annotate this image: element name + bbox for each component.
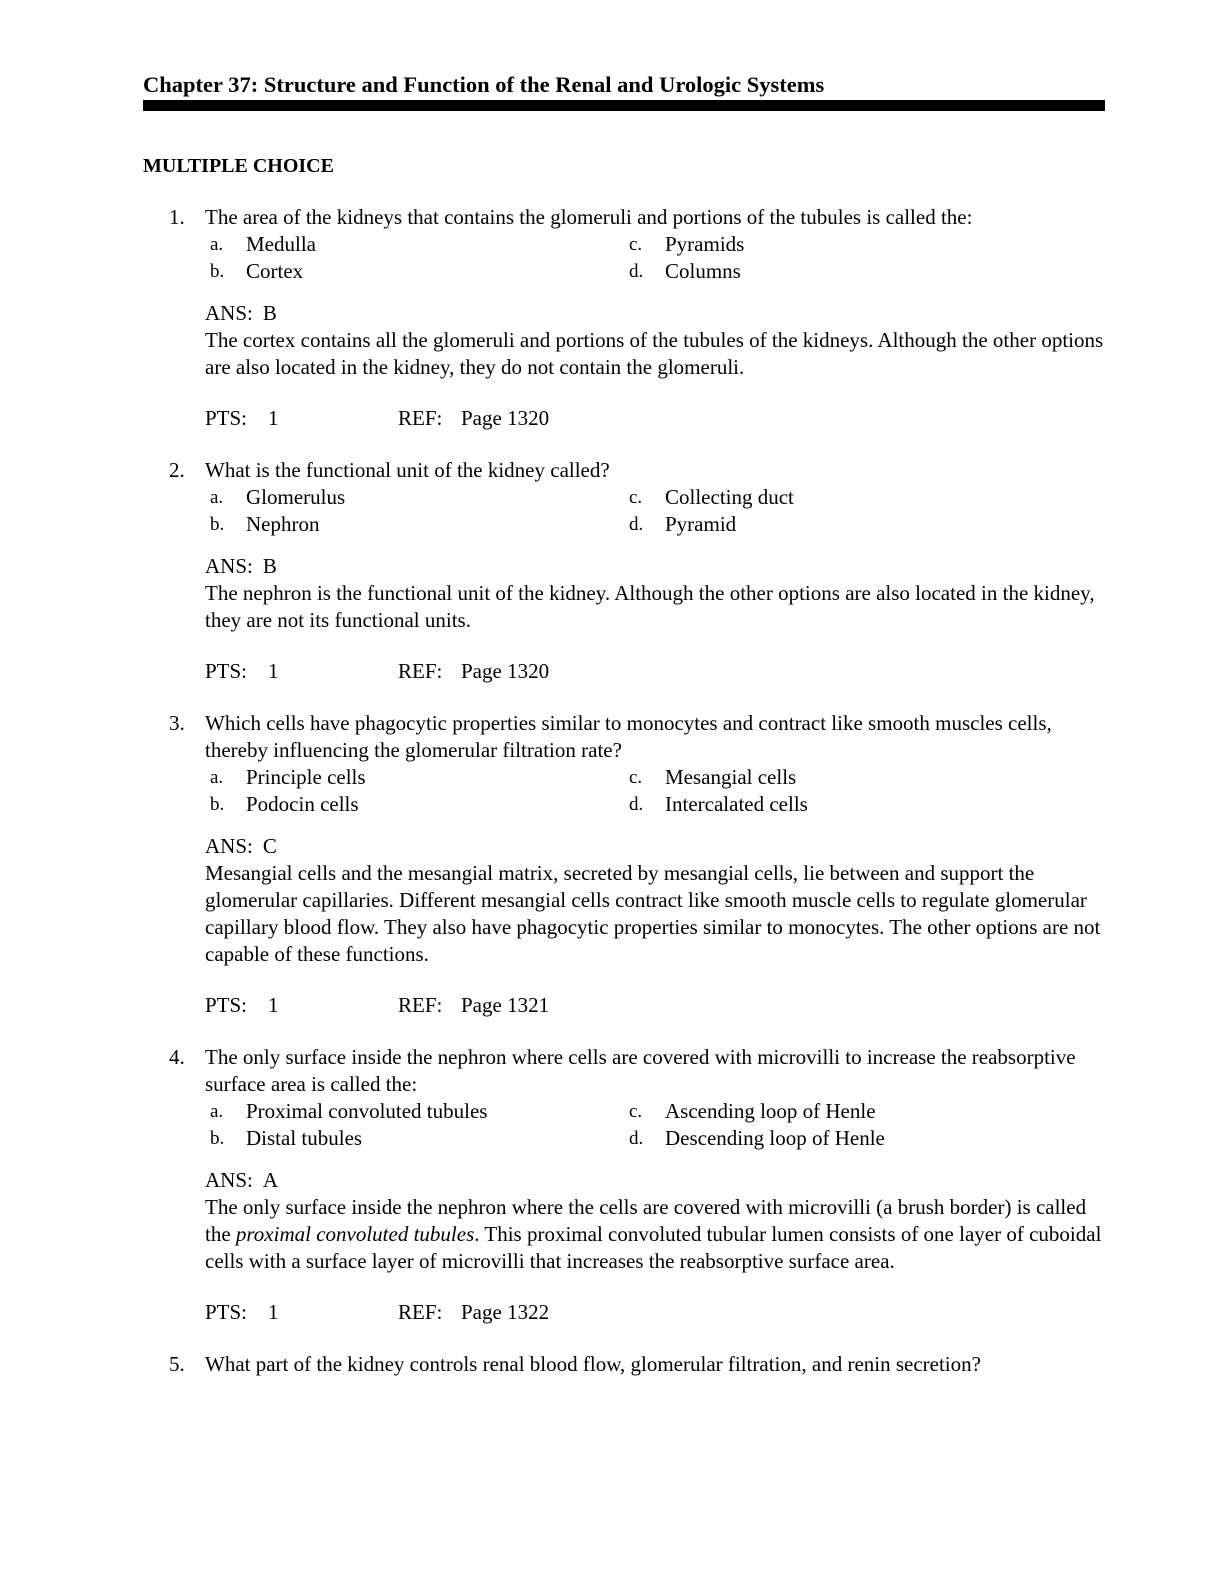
answer-line — [205, 833, 1113, 860]
explanation-text: The cortex contains all the glomeruli and portions of the tubules of the kidneys. Although the other options are also located in the kidney, they do not contain the glomeruli. — [205, 328, 1104, 379]
answer-option — [205, 484, 624, 511]
answer-value: A — [262, 1168, 279, 1192]
points-value: 1 — [268, 993, 279, 1017]
answer-option — [624, 231, 1024, 258]
option-text: Ascending loop of Henle — [665, 1099, 876, 1123]
option-letter: b. — [210, 261, 225, 282]
option-text: Cortex — [246, 259, 304, 283]
option-letter: c. — [629, 767, 643, 788]
question-text: What part of the kidney controls renal blood flow, glomerular filtration, and renin secretion? — [205, 1352, 981, 1376]
answer-line — [205, 1167, 1113, 1194]
option-letter: d. — [629, 1128, 644, 1149]
question-number: 4. — [169, 1045, 185, 1069]
option-text: Pyramid — [665, 512, 737, 536]
question-text: The area of the kidneys that contains the glomeruli and portions of the tubules is called the: — [205, 205, 973, 229]
answer-option — [205, 258, 624, 285]
question-text: The only surface inside the nephron where cells are covered with microvilli to increase the reabsorptive surface area is called the: — [205, 1045, 1076, 1096]
question-text: Which cells have phagocytic properties similar to monocytes and contract like smooth muscles cells, thereby influencing the glomerular filtration rate? — [205, 711, 1052, 762]
explanation — [205, 327, 1110, 381]
question-3 — [143, 710, 1113, 1019]
explanation — [205, 580, 1110, 634]
answer-option — [205, 231, 624, 258]
explanation-text: Mesangial cells and the mesangial matrix, secreted by mesangial cells, lie between and support the glomerular capillaries. Different mesangial cells contract like smooth muscle cells to regulate glomerular capillary blood flow. They also have phagocytic properties similar to monocytes. The other options are not capable of these functions. — [205, 861, 1101, 966]
option-letter: c. — [629, 487, 643, 508]
points-reference-line — [205, 658, 1113, 685]
option-letter: d. — [629, 261, 644, 282]
answer-value: C — [262, 834, 277, 858]
question-number: 1. — [169, 205, 185, 229]
option-text: Proximal convoluted tubules — [246, 1099, 488, 1123]
question-number: 2. — [169, 458, 185, 482]
points-label: PTS: — [205, 406, 248, 430]
answer-line — [205, 553, 1113, 580]
answer-options — [205, 484, 1113, 538]
answer-option — [624, 791, 1024, 818]
points-reference-line — [205, 992, 1113, 1019]
option-text: Medulla — [246, 232, 316, 256]
reference-value: Page 1322 — [461, 1300, 550, 1324]
answer-options — [205, 1098, 1113, 1152]
answer-line — [205, 300, 1113, 327]
option-letter: a. — [210, 234, 224, 255]
question-number: 3. — [169, 711, 185, 735]
points-reference-line — [205, 1299, 1113, 1326]
points-value: 1 — [268, 659, 279, 683]
answer-option — [205, 1125, 624, 1152]
answer-label: ANS: — [205, 1168, 253, 1192]
question-2 — [143, 457, 1113, 685]
option-letter: d. — [629, 514, 644, 535]
answer-option — [624, 1098, 1024, 1125]
question-5 — [143, 1351, 1113, 1378]
option-text: Descending loop of Henle — [665, 1126, 885, 1150]
question-text: What is the functional unit of the kidney called? — [205, 458, 610, 482]
section-heading: MULTIPLE CHOICE — [143, 155, 334, 177]
answer-option — [205, 764, 624, 791]
explanation-text: The nephron is the functional unit of the kidney. Although the other options are also located in the kidney, they are not its functional units. — [205, 581, 1095, 632]
explanation-text: The only surface inside the nephron where the cells are covered with microvilli (a brush border) is called the — [205, 1195, 1087, 1246]
question-1 — [143, 204, 1113, 432]
answer-option — [205, 1098, 624, 1125]
answer-value: B — [262, 301, 277, 325]
option-letter: a. — [210, 487, 224, 508]
option-text: Columns — [665, 259, 741, 283]
reference-label: REF: — [398, 406, 443, 430]
points-label: PTS: — [205, 659, 248, 683]
chapter-title: Chapter 37: Structure and Function of the Renal and Urologic Systems — [143, 72, 825, 97]
reference-label: REF: — [398, 659, 443, 683]
answer-option — [205, 511, 624, 538]
points-label: PTS: — [205, 993, 248, 1017]
option-letter: c. — [629, 1101, 643, 1122]
answer-value: B — [262, 554, 277, 578]
answer-options — [205, 231, 1113, 285]
answer-options — [205, 764, 1113, 818]
answer-option — [624, 484, 1024, 511]
points-reference-line — [205, 405, 1113, 432]
option-letter: c. — [629, 234, 643, 255]
reference-value: Page 1320 — [461, 406, 550, 430]
points-value: 1 — [268, 1300, 279, 1324]
explanation — [205, 860, 1110, 968]
option-letter: a. — [210, 1101, 224, 1122]
points-label: PTS: — [205, 1300, 248, 1324]
question-list — [143, 204, 1113, 1378]
option-letter: b. — [210, 794, 225, 815]
option-text: Podocin cells — [246, 792, 359, 816]
answer-label: ANS: — [205, 834, 253, 858]
question-number: 5. — [169, 1352, 185, 1376]
option-letter: b. — [210, 514, 225, 535]
answer-option — [624, 1125, 1024, 1152]
option-text: Collecting duct — [665, 485, 794, 509]
option-text: Mesangial cells — [665, 765, 797, 789]
option-text: Principle cells — [246, 765, 366, 789]
option-text: Glomerulus — [246, 485, 346, 509]
explanation — [205, 1194, 1110, 1275]
reference-label: REF: — [398, 1300, 443, 1324]
points-value: 1 — [268, 406, 279, 430]
reference-value: Page 1321 — [461, 993, 550, 1017]
option-text: Pyramids — [665, 232, 745, 256]
answer-label: ANS: — [205, 301, 253, 325]
answer-option — [624, 511, 1024, 538]
answer-option — [624, 764, 1024, 791]
question-4 — [143, 1044, 1113, 1326]
option-letter: d. — [629, 794, 644, 815]
reference-label: REF: — [398, 993, 443, 1017]
answer-label: ANS: — [205, 554, 253, 578]
option-text: Nephron — [246, 512, 320, 536]
explanation-italic: proximal convoluted tubules — [235, 1222, 475, 1246]
answer-option — [205, 791, 624, 818]
explanation-text: . This proximal convoluted tubular lumen consists of one layer of cuboidal cells with a surface layer of microvilli that increases the reabsorptive surface area. — [205, 1222, 1102, 1273]
option-text: Intercalated cells — [665, 792, 808, 816]
option-letter: b. — [210, 1128, 225, 1149]
title-rule — [143, 100, 1105, 111]
option-text: Distal tubules — [246, 1126, 363, 1150]
answer-option — [624, 258, 1024, 285]
option-letter: a. — [210, 767, 224, 788]
reference-value: Page 1320 — [461, 659, 550, 683]
